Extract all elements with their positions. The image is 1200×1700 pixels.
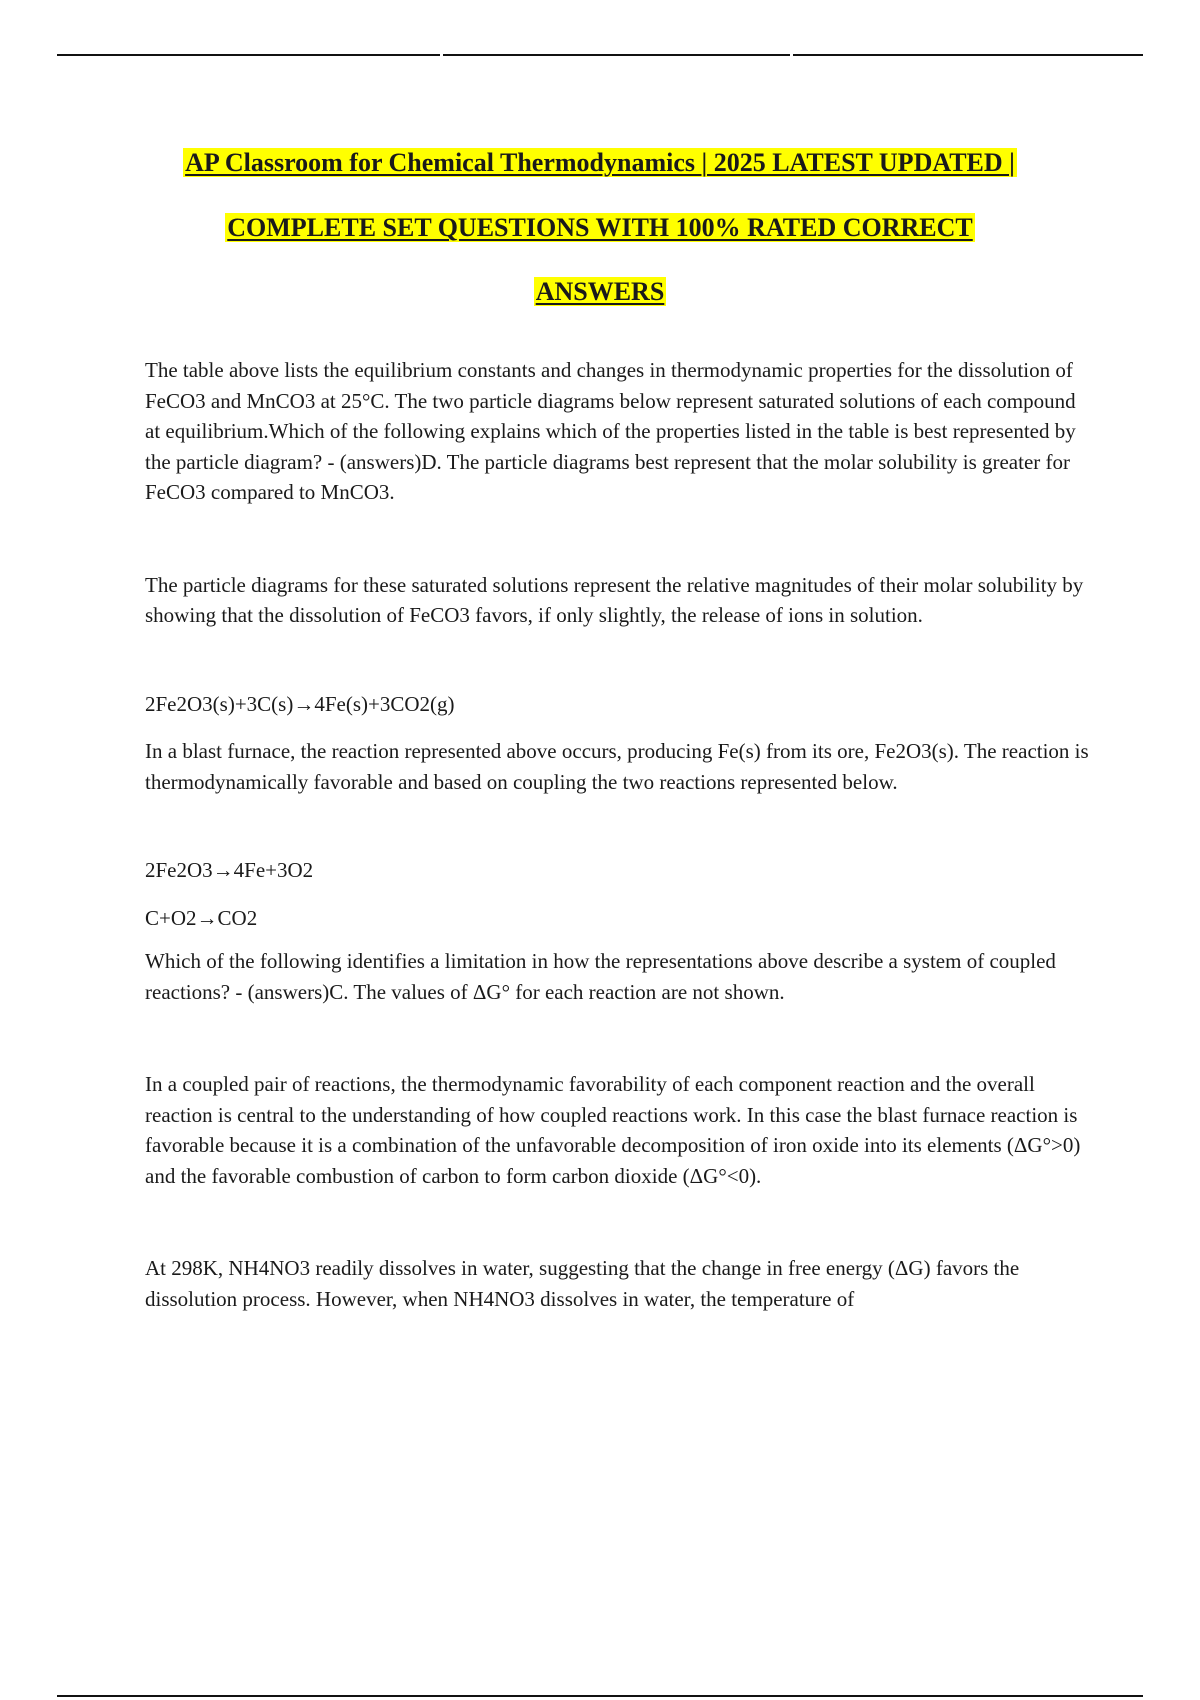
question-1-paragraph: The table above lists the equilibrium constants and changes in thermodynamic properties for the dissolution of FeCO3 and MnCO3 at 25°C. The two particle diagrams below represent saturated solutions of each compound at equilibrium.Which of the following explains which of the properties listed in the table is best represented by the particle diagram? - (answers)D. The particle diagrams best represent that the molar solubility is greater for FeCO3 compared to MnCO3. — [145, 358, 1076, 504]
title-highlight-2: COMPLETE SET QUESTIONS WITH 100% RATED CORRECT — [227, 213, 973, 242]
footer-rule — [57, 1695, 1143, 1697]
header-rule-middle — [443, 54, 790, 56]
document-title-line-2 — [100, 211, 1100, 245]
document-body — [145, 355, 1095, 1314]
question-2-paragraph: Which of the following identifies a limitation in how the representations above describe a system of coupled reactions? - (answers)C. The values of ΔG° for each reaction are not shown. — [145, 949, 1056, 1004]
document-title-line-3 — [100, 275, 1100, 309]
explanation-2-paragraph: In a coupled pair of reactions, the thermodynamic favorability of each component reaction and the overall reaction is central to the understanding of how coupled reactions work. In this case the blast furnace reaction is favorable because it is a combination of the unfavorable decomposition of iron oxide into its elements (ΔG°>0) and the favorable combustion of carbon to form carbon dioxide (ΔG°<0). — [145, 1072, 1081, 1188]
decomposition-equation: 2Fe2O3→4Fe+3O2 — [145, 858, 314, 882]
question-2-context-paragraph: In a blast furnace, the reaction represented above occurs, producing Fe(s) from its ore, Fe2O3(s). The reaction is thermodynamically favorable and based on coupling the two reactions represented below. — [145, 739, 1089, 794]
header-rule-left — [57, 54, 440, 56]
title-highlight-3: ANSWERS — [535, 277, 665, 306]
combustion-equation: C+O2→CO2 — [145, 905, 258, 930]
title-highlight-1: AP Classroom for Chemical Thermodynamics | 2025 LATEST UPDATED | — [185, 148, 1015, 177]
header-rule-right — [793, 54, 1143, 56]
question-3-paragraph: At 298K, NH4NO3 readily dissolves in water, suggesting that the change in free energy (ΔG) favors the dissolution process. However, when NH4NO3 dissolves in water, the temperature of — [145, 1256, 1020, 1311]
blast-furnace-equation: 2Fe2O3(s)+3C(s)→4Fe(s)+3CO2(g) — [145, 691, 455, 716]
explanation-1-paragraph: The particle diagrams for these saturated solutions represent the relative magnitudes of their molar solubility by showing that the dissolution of FeCO3 favors, if only slightly, the release of ions in solution. — [145, 572, 1084, 627]
document-title-line-1 — [100, 146, 1100, 180]
